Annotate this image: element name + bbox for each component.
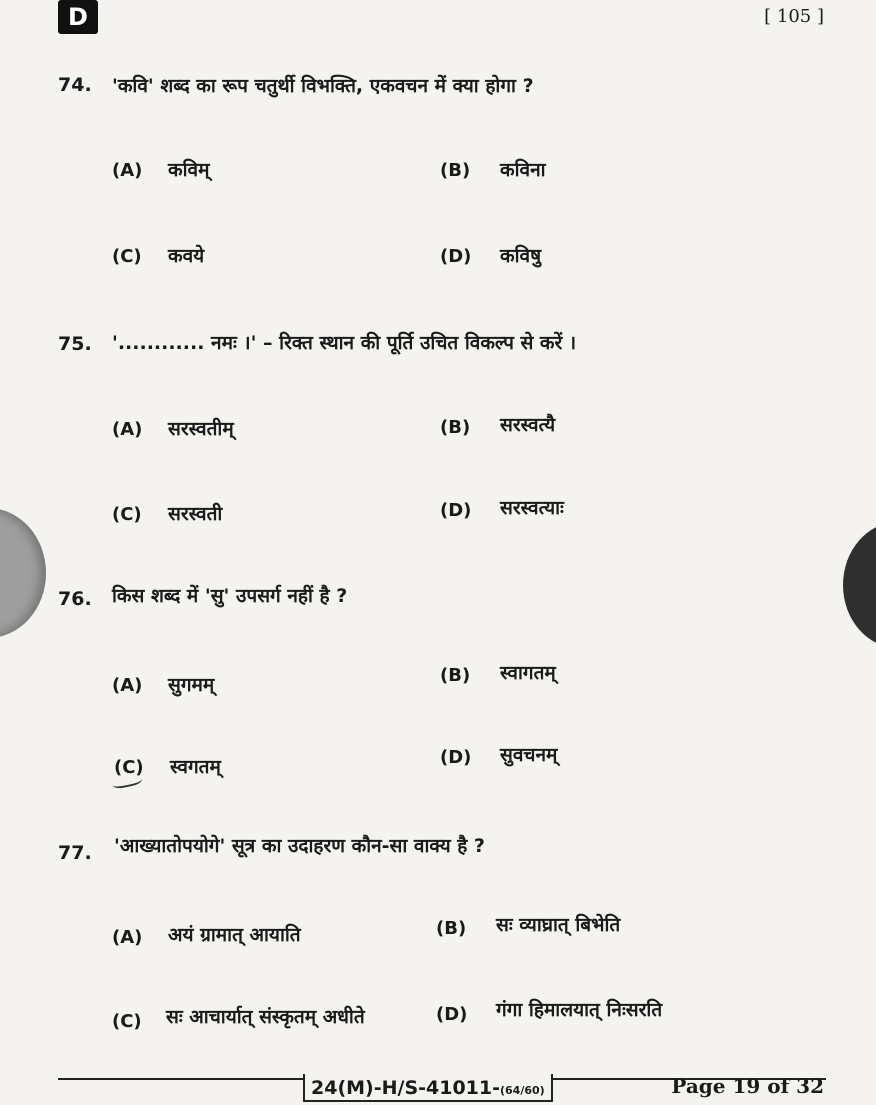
- option-text: सरस्वत्याः: [500, 497, 564, 519]
- page-code: [ 105 ]: [764, 6, 824, 27]
- question-text: 'कवि' शब्द का रूप चतुर्थी विभक्ति, एकवचन में क्या होगा ?: [112, 75, 534, 97]
- footer-paper-code: [303, 1074, 553, 1102]
- question-text: 'आख्यातोपयोगे' सूत्र का उदाहरण कौन-सा वाक्य है ?: [114, 835, 485, 857]
- option-text: सुगमम्: [168, 674, 215, 696]
- question-number: 75.: [58, 333, 92, 355]
- paper-code-text: 24(M)-H/S-41011-: [311, 1077, 500, 1099]
- option-text: सः व्याघ्रात् बिभेति: [496, 914, 621, 936]
- option-label: (D): [440, 500, 472, 521]
- option-label: (D): [440, 747, 472, 768]
- option-label: (A): [112, 927, 143, 948]
- option-label: (D): [440, 246, 472, 267]
- option-text: सरस्वत्यै: [500, 414, 556, 436]
- binder-tab-right: [843, 522, 876, 648]
- option-text: सः आचार्यात् संस्कृतम् अधीते: [166, 1006, 365, 1028]
- page-number: Page 19 of 32: [671, 1074, 824, 1098]
- option-text: कविम्: [168, 159, 210, 181]
- option-text: कवये: [168, 245, 205, 267]
- option-label: (A): [112, 160, 143, 181]
- option-text: अयं ग्रामात् आयाति: [168, 924, 301, 946]
- option-label: (B): [440, 417, 471, 438]
- question-text: किस शब्द में 'सु' उपसर्ग नहीं है ?: [112, 585, 348, 607]
- binder-tab-left: [0, 508, 46, 638]
- option-label: (C): [112, 504, 142, 525]
- question-text: '............ नमः ।' – रिक्त स्थान की पूर्ति उचित विकल्प से करें ।: [112, 332, 577, 354]
- question-number: 74.: [58, 74, 92, 96]
- series-badge: D: [58, 0, 98, 34]
- option-label: (B): [436, 918, 467, 939]
- option-label: (A): [112, 675, 143, 696]
- option-text: कविषु: [500, 245, 542, 267]
- option-label: (D): [436, 1004, 468, 1025]
- option-label: (B): [440, 160, 471, 181]
- paper-code-small: (64/60): [500, 1084, 545, 1097]
- question-number: 77.: [58, 842, 92, 864]
- option-label: (C): [114, 757, 144, 778]
- option-text: सुवचनम्: [500, 744, 558, 766]
- option-label: (C): [112, 1011, 142, 1032]
- question-number: 76.: [58, 588, 92, 610]
- option-text: गंगा हिमालयात् निःसरति: [496, 999, 663, 1021]
- option-label: (A): [112, 419, 143, 440]
- option-text: स्वागतम्: [500, 662, 556, 684]
- option-text: सरस्वतीम्: [168, 418, 234, 440]
- option-text: सरस्वती: [168, 503, 223, 525]
- option-text: कविना: [500, 159, 546, 181]
- option-label: (B): [440, 665, 471, 686]
- option-label: (C): [112, 246, 142, 267]
- option-text: स्वगतम्: [170, 756, 221, 778]
